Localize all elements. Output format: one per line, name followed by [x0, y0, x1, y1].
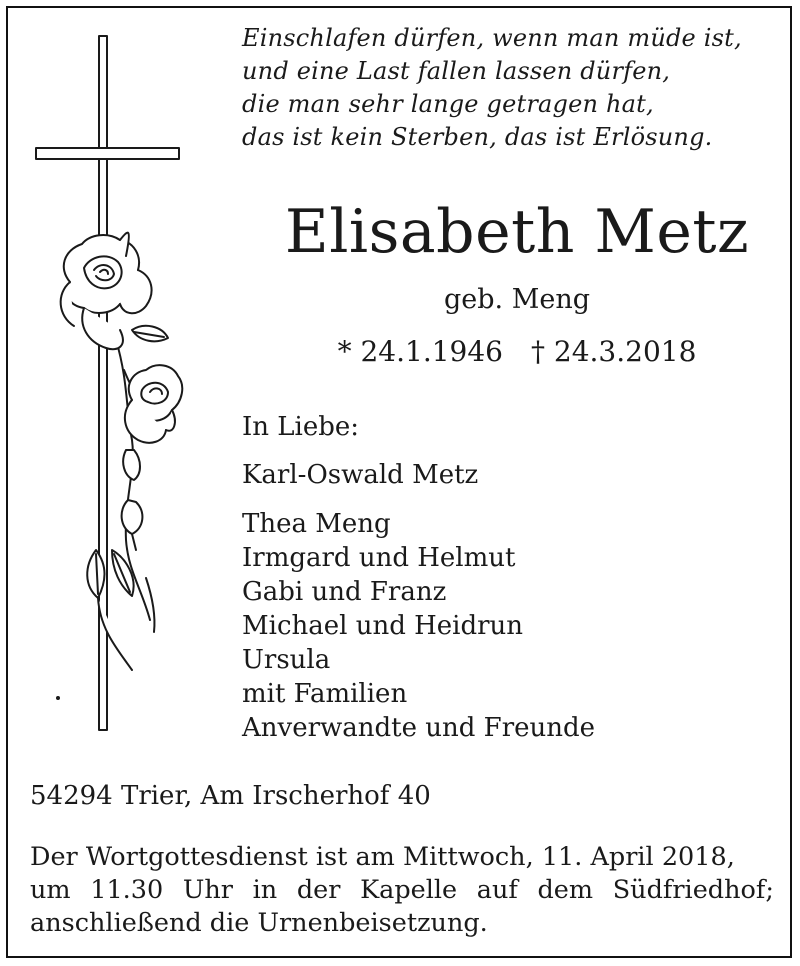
death-date: † 24.3.2018 — [531, 335, 697, 368]
poem-line: die man sehr lange getragen hat, — [242, 90, 654, 118]
mourner-name: Anverwandte und Freunde — [242, 713, 596, 743]
poem-line: Einschlafen dürfen, wenn man müde ist, — [242, 24, 742, 52]
service-word: Kapelle — [360, 875, 458, 905]
service-word: der — [296, 875, 341, 905]
mourner-name: Michael und Heidrun — [242, 611, 524, 641]
service-word: auf — [476, 875, 518, 905]
mourner-name: Irmgard und Helmut — [242, 543, 516, 573]
mourner-name: mit Familien — [242, 679, 408, 709]
cross-with-roses-icon — [28, 30, 188, 740]
mourner-husband: Karl-Oswald Metz — [242, 460, 479, 490]
service-word: Uhr — [182, 875, 233, 905]
service-notice — [30, 841, 774, 940]
mourner-name: Gabi und Franz — [242, 577, 447, 607]
address: 54294 Trier, Am Irscherhof 40 — [30, 781, 431, 811]
life-dates — [262, 334, 772, 370]
poem-line: das ist kein Sterben, das ist Erlösung. — [242, 123, 713, 151]
service-line-justified — [30, 874, 774, 907]
mourner-name: Thea Meng — [242, 509, 391, 539]
mourners-intro: In Liebe: — [242, 412, 360, 442]
service-word: Südfriedhof; — [612, 875, 774, 905]
mourner-name: Ursula — [242, 645, 331, 675]
service-word: 11.30 — [90, 875, 164, 905]
service-word: dem — [537, 875, 594, 905]
poem — [242, 22, 762, 154]
poem-line: und eine Last fallen lassen dürfen, — [242, 57, 671, 85]
born-name: geb. Meng — [443, 284, 590, 315]
service-line: Der Wortgottesdienst ist am Mittwoch, 11. April 2018, — [30, 842, 735, 872]
birth-date: * 24.1.1946 — [337, 335, 503, 368]
mourners-family-list — [242, 507, 595, 745]
service-line: anschließend die Urnenbeisetzung. — [30, 908, 488, 938]
service-word: in — [252, 875, 278, 905]
service-word: um — [30, 875, 71, 905]
deceased-name: Elisabeth Metz — [284, 197, 750, 267]
